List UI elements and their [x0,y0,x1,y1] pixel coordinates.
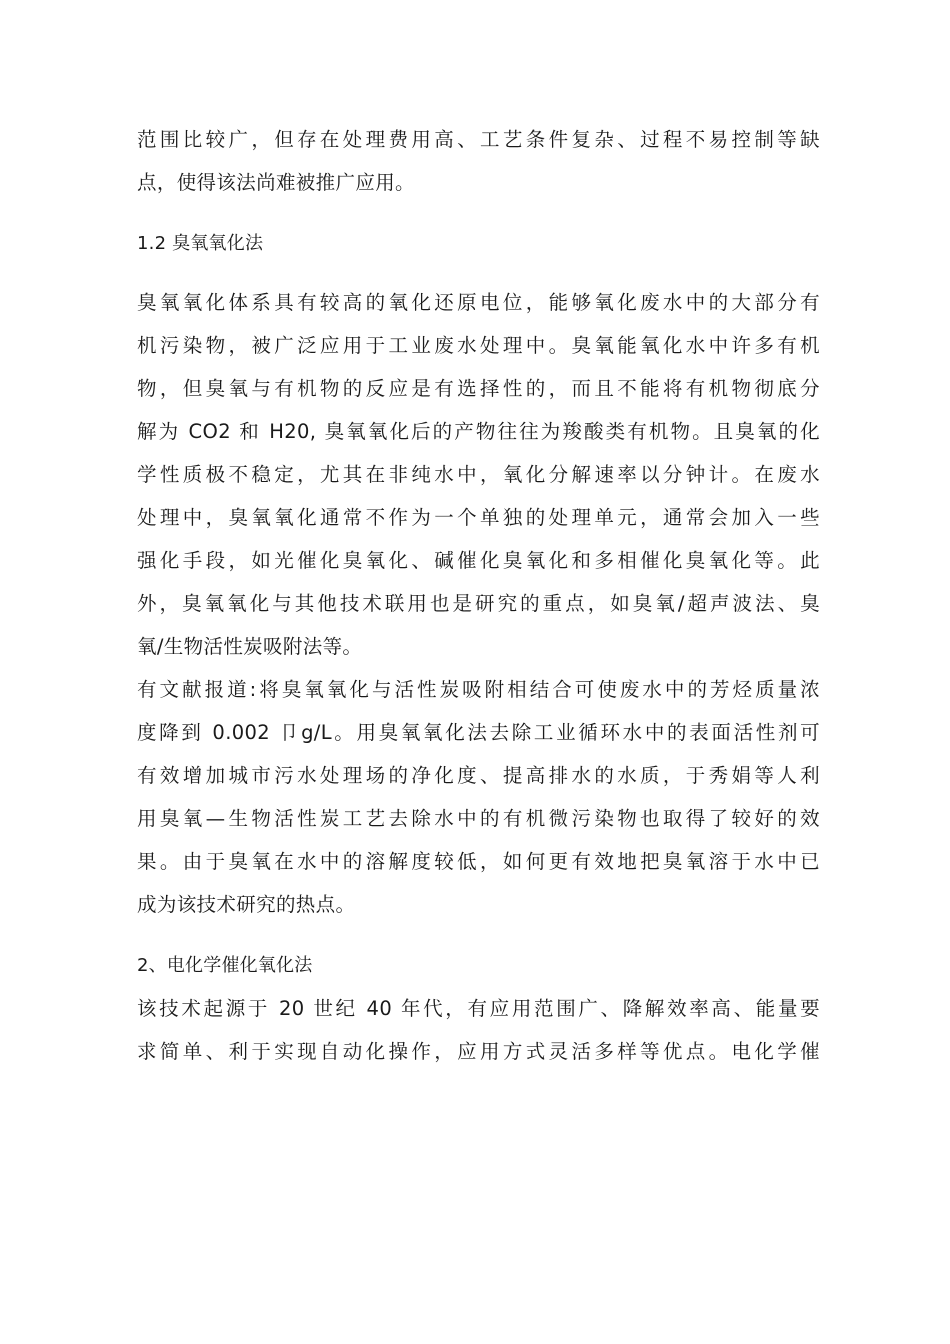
text-line: 该技术起源于 20 世纪 40 年代，有应用范围广、降解效率高、能量要 [137,997,820,1020]
text-line: 度降到 0.002 卩g/L。用臭氧氧化法去除工业循环水中的表面活性剂可 [137,721,820,744]
text-line: 成为该技术研究的热点。 [137,893,356,916]
text-line: 范围比较广，但存在处理费用高、工艺条件复杂、过程不易控制等缺 [137,128,820,151]
text-line: 机污染物，被广泛应用于工业废水处理中。臭氧能氧化水中许多有机 [137,334,820,357]
text-line: 氧/生物活性炭吸附法等。 [137,635,363,658]
continuation-paragraph [137,118,820,204]
text-line: 学性质极不稳定，尤其在非纯水中，氧化分解速率以分钟计。在废水 [137,463,820,486]
paragraph-electrochemical-intro [137,987,820,1073]
text-line: 强化手段，如光催化臭氧化、碱催化臭氧化和多相催化臭氧化等。此 [137,549,820,572]
text-line: 有文献报道:将臭氧氧化与活性炭吸附相结合可使废水中的芳烃质量浓 [137,678,820,701]
text-line: 有效增加城市污水处理场的净化度、提高排水的水质，于秀娟等人利 [137,764,820,787]
paragraph-ozone-intro [137,281,820,668]
text-line: 解为 CO2 和 H20, 臭氧氧化后的产物往往为羧酸类有机物。且臭氧的化 [137,420,820,443]
text-line: 臭氧氧化体系具有较高的氧化还原电位，能够氧化废水中的大部分有 [137,291,820,314]
text-line: 求简单、利于实现自动化操作，应用方式灵活多样等优点。电化学催 [137,1040,820,1063]
text-line: 果。由于臭氧在水中的溶解度较低，如何更有效地把臭氧溶于水中已 [137,850,820,873]
text-line: 处理中，臭氧氧化通常不作为一个单独的处理单元，通常会加入一些 [137,506,820,529]
section-heading-1-2: 1.2 臭氧氧化法 [137,233,264,254]
text-line: 外，臭氧氧化与其他技术联用也是研究的重点，如臭氧/超声波法、臭 [137,592,820,615]
text-line: 点，使得该法尚难被推广应用。 [137,171,415,194]
text-line: 物，但臭氧与有机物的反应是有选择性的，而且不能将有机物彻底分 [137,377,820,400]
text-line: 用臭氧—生物活性炭工艺去除水中的有机微污染物也取得了较好的效 [137,807,820,830]
section-heading-2: 2、电化学催化氧化法 [137,955,313,976]
paragraph-ozone-literature [137,668,820,926]
document-body [137,118,820,1073]
